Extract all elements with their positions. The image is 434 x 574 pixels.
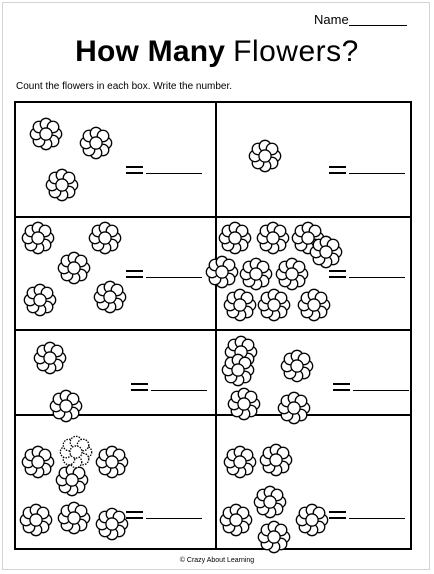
answer-line[interactable] [146,277,202,278]
flower-icon [296,287,332,323]
flower-icon [276,390,312,426]
flower-icon [92,279,128,315]
flower-icon [222,287,258,323]
flower-icon [279,348,315,384]
flower-icon [204,254,240,290]
flower-icon [308,234,344,270]
equals-sign [329,511,346,520]
flower-icon [94,444,130,480]
answer-line[interactable] [353,390,409,391]
flower-icon [256,287,292,323]
flower-icon [217,220,253,256]
flower-icon [226,386,262,422]
flower-icon [78,125,114,161]
flower-icon [18,502,54,538]
flower-icon [56,500,92,536]
equals-sign [329,166,346,175]
name-label: Name [314,12,349,27]
flower-icon [58,434,94,470]
flower-icon [87,220,123,256]
page-title [0,34,434,70]
answer-line[interactable] [349,173,405,174]
flower-icon [222,444,258,480]
answer-line[interactable] [349,518,405,519]
equals-sign [126,166,143,175]
flower-icon [48,388,84,424]
flower-icon [258,442,294,478]
flower-icon [255,220,291,256]
grid-divider-vertical [215,103,217,548]
flower-icon [44,167,80,203]
flower-icon [256,519,292,555]
flower-icon [252,484,288,520]
equals-sign [329,270,346,279]
flower-icon [28,116,64,152]
flower-icon [20,220,56,256]
equals-sign [126,270,143,279]
answer-line[interactable] [151,390,207,391]
name-input-line[interactable] [349,25,407,26]
grid-divider-horizontal [16,216,410,218]
flower-icon [20,444,56,480]
flower-icon [32,340,68,376]
answer-line[interactable] [146,518,202,519]
answer-line[interactable] [349,277,405,278]
instructions: Count the flowers in each box. Write the number. [16,81,233,92]
equals-sign [131,383,148,392]
copyright-footer: © Crazy About Learning [179,557,255,564]
title-script: Flowers? [233,35,359,68]
flower-icon [56,250,92,286]
answer-line[interactable] [146,173,202,174]
flower-icon [94,506,130,542]
grid-divider-horizontal [16,329,410,331]
flower-icon [247,138,283,174]
flower-icon [218,502,254,538]
flower-icon [22,282,58,318]
flower-icon [294,502,330,538]
flower-icon [220,352,256,388]
equals-sign [126,511,143,520]
equals-sign [333,383,350,392]
title-bold: How Many [75,35,226,68]
